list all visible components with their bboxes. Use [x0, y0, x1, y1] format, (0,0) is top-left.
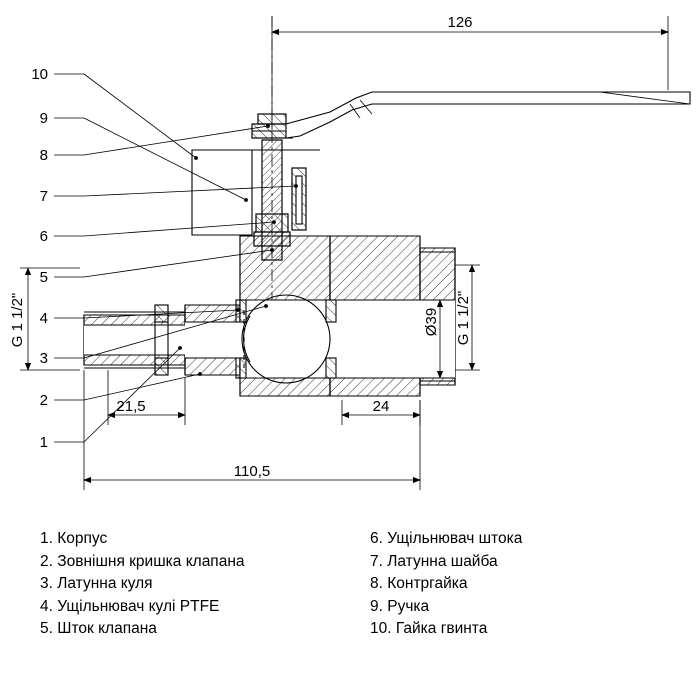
callout-9: 9 — [39, 110, 48, 127]
callout-7: 7 — [39, 188, 48, 205]
legend-column-left — [40, 528, 330, 641]
brass-washer — [292, 168, 306, 230]
legend-item: 7. Латунна шайба — [370, 552, 498, 570]
dim-right-thread-length: 24 — [372, 398, 390, 415]
dim-left-thread-size: G 1 1/2" — [9, 292, 26, 348]
legend-item: 10. Гайка гвинта — [370, 620, 488, 637]
dim-handle-length: 126 — [447, 14, 473, 31]
dim-right-thread-size: G 1 1/2" — [455, 290, 472, 346]
legend-item: 3. Латунна куля — [40, 575, 153, 592]
legend-item: 4. Ущільнювач кулі PTFE — [40, 597, 220, 615]
legend-item: 5. Шток клапана — [40, 620, 157, 637]
callout-6: 6 — [39, 228, 48, 245]
legend-item: 6. Ущільнювач штока — [370, 530, 523, 547]
callout-8: 8 — [39, 147, 48, 164]
callout-10: 10 — [31, 66, 48, 83]
legend-item: 2. Зовнішня кришка клапана — [40, 552, 245, 570]
callout-2: 2 — [39, 392, 48, 409]
parts-legend — [40, 528, 660, 641]
dim-left-thread-length: 21,5 — [116, 398, 146, 415]
legend-item: 9. Ручка — [370, 597, 430, 615]
legend-column-right — [370, 528, 660, 641]
callout-1: 1 — [39, 434, 48, 451]
legend-item: 1. Корпус — [40, 530, 108, 547]
dim-bore-diameter: Ø39 — [423, 307, 440, 337]
dim-overall-length: 110,5 — [233, 463, 271, 480]
callout-3: 3 — [39, 350, 48, 367]
callout-4: 4 — [39, 310, 48, 327]
callout-5: 5 — [39, 269, 48, 286]
legend-item: 8. Контргайка — [370, 575, 468, 592]
